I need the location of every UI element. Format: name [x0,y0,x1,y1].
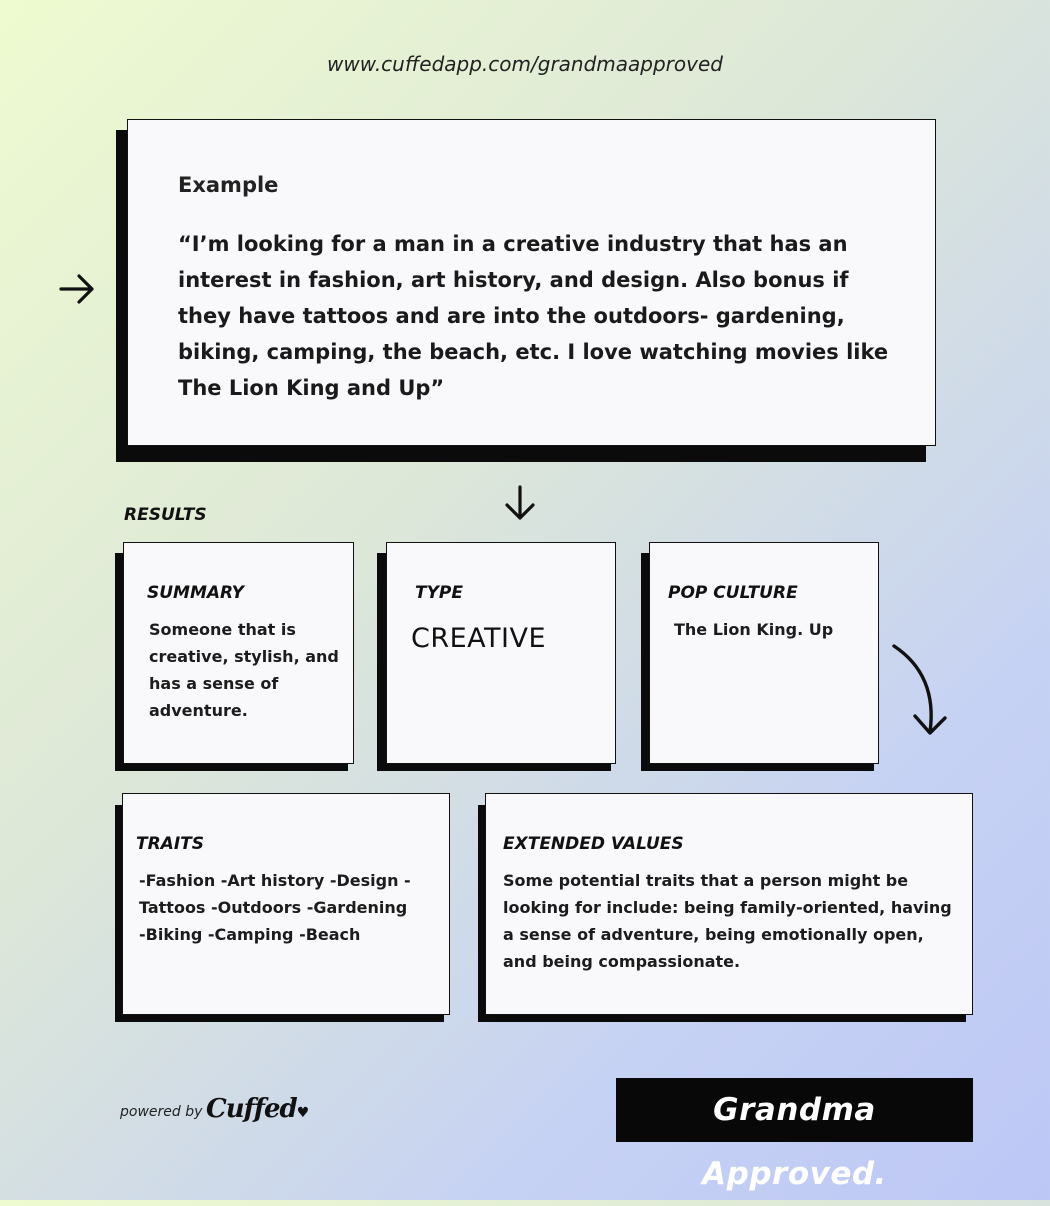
pop-culture-card [649,542,879,764]
example-quote: “I’m looking for a man in a creative industry that has an interest in fashion, art history, and design. Also bonus if they have tattoos and are into the outdoors- gardening, biking, camping, the beach, etc. I love watching movies like The Lion King and Up” [178,232,889,400]
cuffed-logo [206,1094,308,1124]
summary-heading: SUMMARY [147,583,244,603]
traits-card [122,793,450,1015]
summary-body: Someone that is creative, stylish, and has a sense of adventure. [149,620,339,720]
extended-values-heading: EXTENDED VALUES [503,834,684,854]
heart-icon: ♥ [296,1105,309,1121]
pop-culture-heading: POP CULTURE [668,583,798,603]
extended-values-body: Some potential traits that a person might be looking for include: being family-oriented, having a sense of adventure, being emotionally open, and being compassionate. [503,871,952,971]
type-card [386,542,616,764]
page-url: www.cuffedapp.com/grandmaapproved [327,52,723,76]
traits-body: -Fashion -Art history -Design - Tattoos -Outdoors -Gardening -Biking -Camping -Beach [139,871,411,944]
results-label: RESULTS [124,505,207,525]
summary-card [123,542,354,764]
powered-by-label: powered by [120,1104,203,1120]
grandma-approved-badge: Grandma Approved. [616,1078,973,1142]
arrow-right-icon [58,272,98,306]
extended-values-card [485,793,973,1015]
type-heading: TYPE [415,583,463,603]
type-value: CREATIVE [411,623,547,654]
cuffed-logo-text: Cuffed [206,1094,297,1124]
traits-heading: TRAITS [136,834,205,854]
curved-arrow-icon [888,640,958,740]
arrow-down-icon [502,484,538,522]
pop-culture-body: The Lion King. Up [674,620,834,639]
example-title: Example [178,173,279,197]
example-card [127,119,936,446]
